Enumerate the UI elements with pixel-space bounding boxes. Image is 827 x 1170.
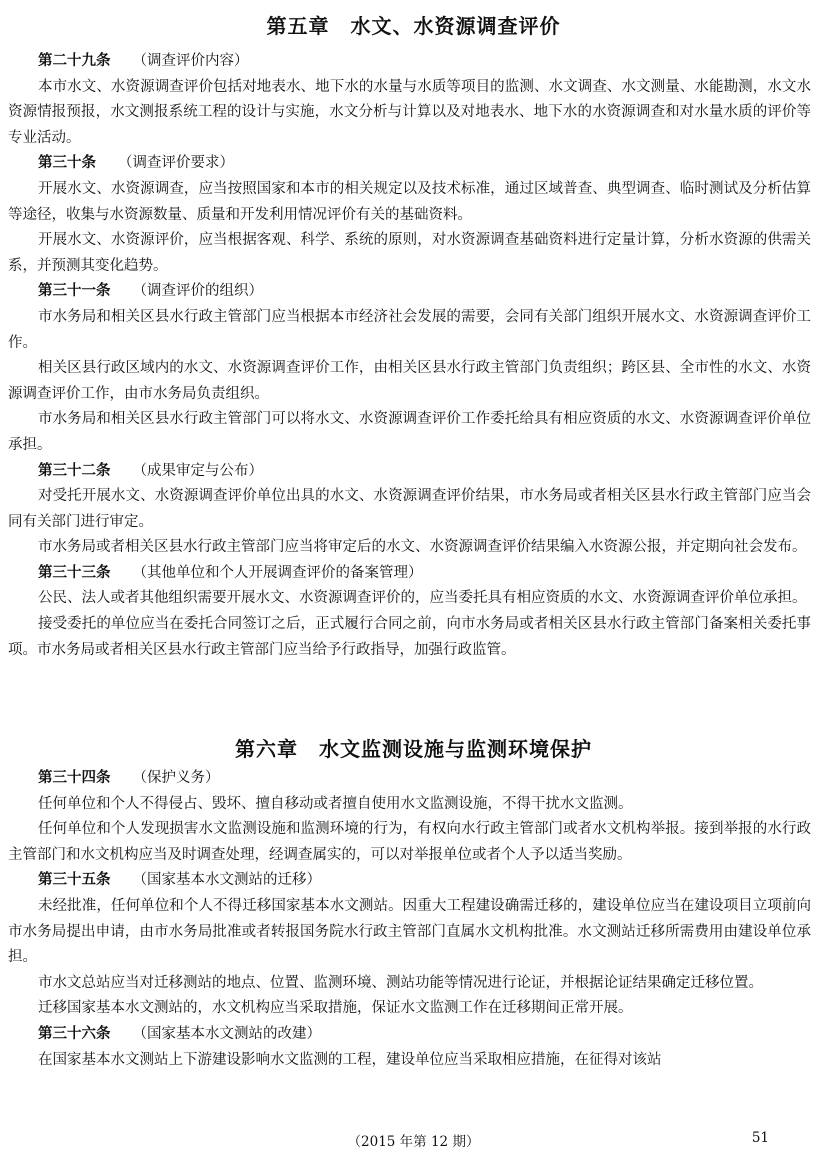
chapter-6-title: 第六章 水文监测设施与监测环境保护 xyxy=(235,737,592,761)
paragraph: 对受托开展水文、水资源调查评价单位出具的水文、水资源调查评价结果，市水务局或者相关区县水行政主管部门应当会同有关部门进行审定。 xyxy=(8,488,811,530)
article-number: 第三十五条 xyxy=(38,872,111,889)
article-34-heading xyxy=(8,766,811,792)
paragraph: 本市水文、水资源调查评价包括对地表水、地下水的水量与水质等项目的监测、水文调查、水文测量、水能勘测，水文水资源情报预报，水文测报系统工程的设计与实施，水文分析与计算以及对地表水、地下水的水资源调查和对水量水质的评价等专业活动。 xyxy=(8,78,811,146)
page-number: 51 xyxy=(751,1130,769,1146)
paragraph: 任何单位和个人发现损害水文监测设施和监测环境的行为，有权向水行政主管部门或者水文机构举报。接到举报的水行政主管部门和水文机构应当及时调查处理，经调查属实的，可以对举报单位或者个人予以适当奖励。 xyxy=(8,821,811,863)
chapter-5-title: 第五章 水文、水资源调查评价 xyxy=(266,14,561,38)
article-31-heading xyxy=(8,279,811,305)
article-number: 第三十一条 xyxy=(38,283,111,300)
page-footer xyxy=(0,1130,827,1154)
paragraph: 公民、法人或者其他组织需要开展水文、水资源调查评价的，应当委托具有相应资质的水文、水资源调查评价单位承担。 xyxy=(38,590,807,607)
article-number: 第三十三条 xyxy=(38,564,111,581)
chapter-5-body xyxy=(8,49,811,663)
article-subject: （成果审定与公布） xyxy=(132,462,263,479)
article-30-heading xyxy=(8,151,811,177)
paragraph: 在国家基本水文测站上下游建设影响水文监测的工程，建设单位应当采取相应措施，在征得对该站 xyxy=(38,1051,662,1068)
article-number: 第三十条 xyxy=(38,155,96,172)
article-35-heading xyxy=(8,868,811,894)
paragraph: 开展水文、水资源评价，应当根据客观、科学、系统的原则，对水资源调查基础资料进行定量计算，分析水资源的供需关系，并预测其变化趋势。 xyxy=(8,232,811,274)
article-subject: （国家基本水文测站的改建） xyxy=(132,1025,321,1042)
article-subject: （调查评价要求） xyxy=(118,155,234,172)
article-number: 第二十九条 xyxy=(38,53,111,69)
article-subject: （调查评价内容） xyxy=(132,53,249,69)
article-number: 第三十四条 xyxy=(38,770,111,786)
paragraph: 市水务局和相关区县水行政主管部门可以将水文、水资源调查评价工作委托给具有相应资质的水文、水资源调查评价单位承担。 xyxy=(8,411,811,453)
article-number: 第三十二条 xyxy=(38,462,111,479)
paragraph: 任何单位和个人不得侵占、毁坏、擅自移动或者擅自使用水文监测设施，不得干扰水文监测。 xyxy=(38,795,633,812)
chapter-6-body xyxy=(8,766,811,1073)
article-number: 第三十六条 xyxy=(38,1025,111,1042)
paragraph: 市水文总站应当对迁移测站的地点、位置、监测环境、测站功能等情况进行论证，并根据论证结果确定迁移位置。 xyxy=(38,974,763,991)
article-subject: （调查评价的组织） xyxy=(132,283,263,300)
article-33-heading xyxy=(8,561,811,587)
paragraph: 相关区县行政区域内的水文、水资源调查评价工作，由相关区县水行政主管部门负责组织；跨区县、全市性的水文、水资源调查评价工作，由市水务局负责组织。 xyxy=(8,360,811,402)
article-subject: （保护义务） xyxy=(132,770,220,786)
paragraph: 接受委托的单位应当在委托合同签订之后，正式履行合同之前，向市水务局或者相关区县水行政主管部门备案相关委托事项。市水务局或者相关区县水行政主管部门应当给予行政指导，加强行政监管。 xyxy=(8,616,811,658)
paragraph: 开展水文、水资源调查，应当按照国家和本市的相关规定以及技术标准，通过区域普查、典型调查、临时测试及分析估算等途径，收集与水资源数量、质量和开发利用情况评价有关的基础资料。 xyxy=(8,180,811,223)
issue-label: （2015 年第 12 期） xyxy=(347,1134,480,1150)
paragraph: 市水务局和相关区县水行政主管部门应当根据本市经济社会发展的需要，会同有关部门组织开展水文、水资源调查评价工作。 xyxy=(8,308,811,351)
paragraph: 迁移国家基本水文测站的，水文机构应当采取措施，保证水文监测工作在迁移期间正常开展。 xyxy=(38,1000,633,1017)
article-subject: （其他单位和个人开展调查评价的备案管理） xyxy=(132,564,423,581)
paragraph: 未经批准，任何单位和个人不得迁移国家基本水文测站。因重大工程建设确需迁移的，建设单位应当在建设项目立项前向市水务局提出申请，由市水务局批准或者转报国务院水行政主管部门直属水文机构批准。水文测站迁移所需费用由建设单位承担。 xyxy=(8,897,811,966)
paragraph: 市水务局或者相关区县水行政主管部门应当将审定后的水文、水资源调查评价结果编入水资源公报，并定期向社会发布。 xyxy=(38,539,807,556)
article-subject: （国家基本水文测站的迁移） xyxy=(132,872,321,889)
article-36-heading xyxy=(8,1022,811,1048)
article-32-heading xyxy=(8,459,811,485)
article-29-heading xyxy=(8,49,811,75)
